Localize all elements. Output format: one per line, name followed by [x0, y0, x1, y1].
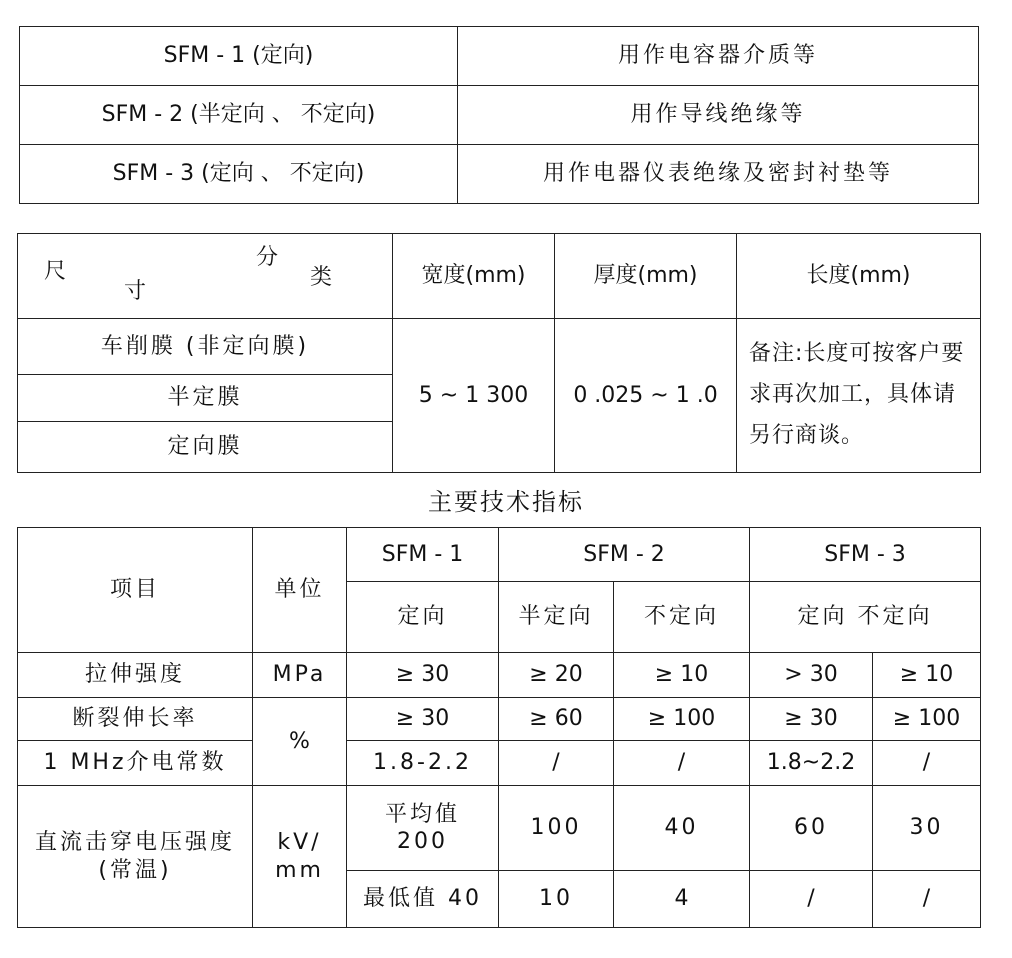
value-cell: ≥ 30 — [347, 698, 499, 741]
grade-cell: SFM - 3 (定向 、 不定向) — [20, 145, 458, 204]
value-cell: ≥ 30 — [750, 698, 873, 741]
table-row — [18, 528, 981, 582]
property-name: 1 MHz介电常数 — [18, 741, 253, 786]
table-row — [18, 741, 981, 786]
sfm1-header: SFM - 1 — [347, 528, 499, 582]
grade-usage-table — [19, 26, 979, 204]
corner-label: 尺 — [44, 259, 67, 284]
spec-title: 主要技术指标 — [428, 488, 584, 516]
diagonal-header-cell — [18, 234, 393, 319]
table-row — [20, 86, 979, 145]
value-cell: / — [873, 871, 981, 928]
spec-table — [17, 527, 981, 928]
value-cell: / — [873, 741, 981, 786]
value-cell: / — [750, 871, 873, 928]
property-unit: kV/ mm — [253, 786, 347, 928]
value-cell: 4 — [614, 871, 750, 928]
thickness-header: 厚度(mm) — [555, 234, 737, 319]
sfm3-sub-header: 定向 不定向 — [750, 582, 981, 653]
value-cell: 100 — [499, 786, 614, 871]
width-value: 5 ~ 1 300 — [393, 319, 555, 473]
table-row — [18, 698, 981, 741]
width-header: 宽度(mm) — [393, 234, 555, 319]
corner-label: 类 — [310, 265, 333, 290]
size-table — [17, 233, 981, 473]
sfm2-sub-header: 半定向 — [499, 582, 614, 653]
value-cell: 1.8~2.2 — [750, 741, 873, 786]
value-cell: 60 — [750, 786, 873, 871]
value-cell: 最低值 40 — [347, 871, 499, 928]
table-row — [18, 786, 981, 871]
value-cell: ≥ 60 — [499, 698, 614, 741]
length-header: 长度(mm) — [737, 234, 981, 319]
table-row — [18, 653, 981, 698]
unit-header: 单位 — [253, 528, 347, 653]
value-cell: ≥ 10 — [873, 653, 981, 698]
table-row — [20, 145, 979, 204]
sfm2-header: SFM - 2 — [499, 528, 750, 582]
property-name: 断裂伸长率 — [18, 698, 253, 741]
corner-label: 寸 — [124, 279, 147, 304]
sfm3-header: SFM - 3 — [750, 528, 981, 582]
usage-cell: 用作电容器介质等 — [458, 27, 979, 86]
length-note: 备注:长度可按客户要求再次加工，具体请另行商谈。 — [737, 319, 981, 473]
film-type-cell: 车削膜 (非定向膜) — [18, 319, 393, 375]
grade-cell: SFM - 1 (定向) — [20, 27, 458, 86]
table-row — [18, 319, 981, 375]
corner-label: 分 — [256, 245, 279, 270]
usage-cell: 用作导线绝缘等 — [458, 86, 979, 145]
film-type-cell: 半定膜 — [18, 375, 393, 422]
value-cell: ≥ 100 — [614, 698, 750, 741]
value-cell: 平均值 200 — [347, 786, 499, 871]
grade-cell: SFM - 2 (半定向 、 不定向) — [20, 86, 458, 145]
usage-cell: 用作电器仪表绝缘及密封衬垫等 — [458, 145, 979, 204]
film-type-cell: 定向膜 — [18, 422, 393, 473]
sfm1-sub-header: 定向 — [347, 582, 499, 653]
property-unit: MPa — [253, 653, 347, 698]
value-cell: 30 — [873, 786, 981, 871]
table-row — [18, 234, 981, 319]
value-cell: ≥ 10 — [614, 653, 750, 698]
sfm2-sub-header: 不定向 — [614, 582, 750, 653]
table-row — [20, 27, 979, 86]
thickness-value: 0 .025 ~ 1 .0 — [555, 319, 737, 473]
value-cell: ≥ 100 — [873, 698, 981, 741]
property-unit: % — [253, 698, 347, 786]
item-header: 项目 — [18, 528, 253, 653]
value-cell: ≥ 20 — [499, 653, 614, 698]
property-name: 直流击穿电压强度 (常温) — [18, 786, 253, 928]
value-cell: / — [499, 741, 614, 786]
value-cell: 40 — [614, 786, 750, 871]
value-cell: ≥ 30 — [347, 653, 499, 698]
value-cell: > 30 — [750, 653, 873, 698]
value-cell: 10 — [499, 871, 614, 928]
value-cell: 1.8-2.2 — [347, 741, 499, 786]
value-cell: / — [614, 741, 750, 786]
property-name: 拉伸强度 — [18, 653, 253, 698]
